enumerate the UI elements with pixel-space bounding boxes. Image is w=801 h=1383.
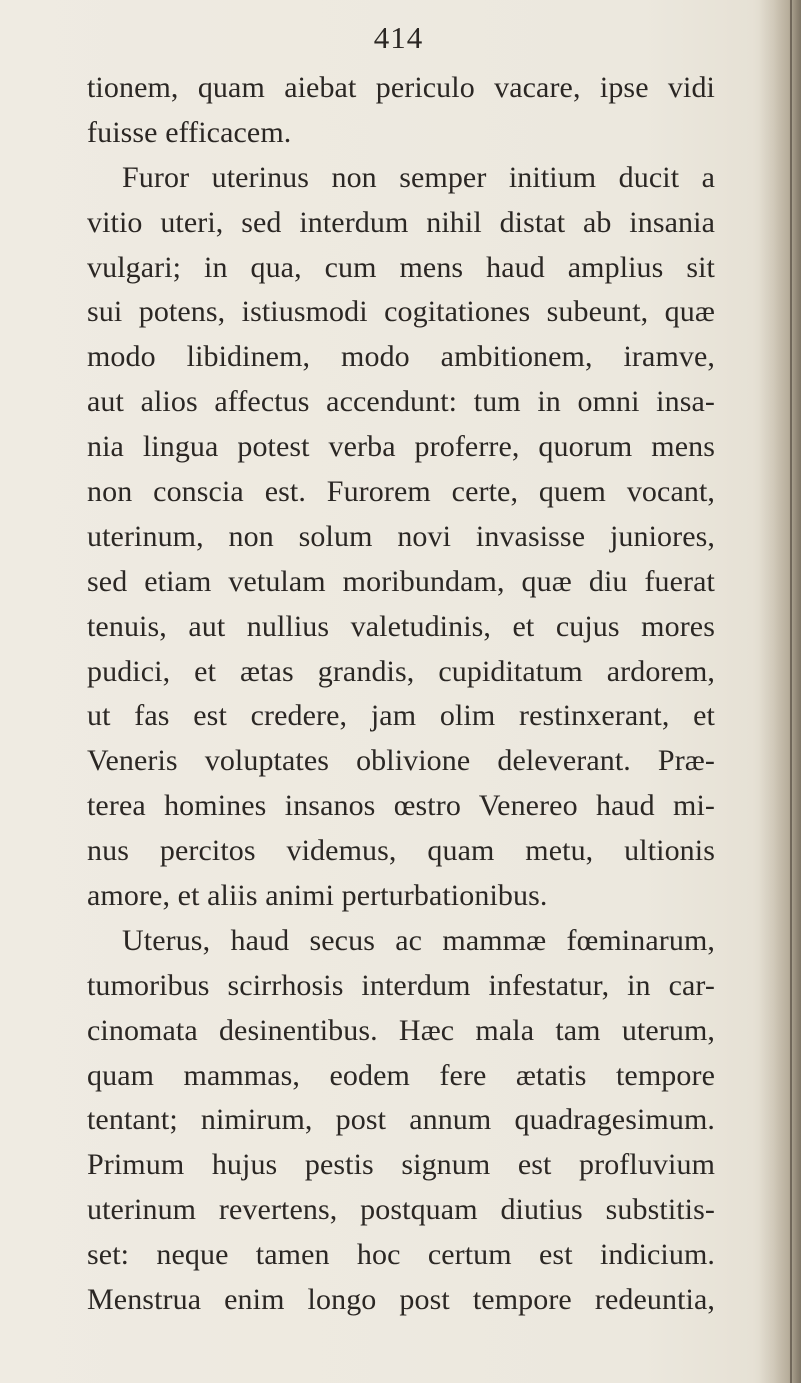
text-line: vulgari; in qua, cum mens haud amplius sit (87, 250, 715, 284)
text-line: sed etiam vetulam moribundam, quæ diu fuerat (87, 564, 715, 598)
text-line: fuisse efficacem. (87, 115, 292, 149)
page-edge-line (790, 0, 792, 1383)
text-line: uterinum revertens, postquam diutius substitis- (87, 1193, 715, 1227)
text-line: Menstrua enim longo post tempore redeuntia, (87, 1283, 715, 1317)
page-number: 414 (373, 20, 424, 55)
text-line: tumoribus scirrhosis interdum infestatur, in car- (87, 968, 715, 1002)
text-line: Veneris voluptates oblivione deleverant. Præ- (87, 744, 715, 778)
text-line: tentant; nimirum, post annum quadragesimum. (87, 1103, 715, 1137)
text-line: aut alios affectus accendunt: tum in omni insa- (87, 385, 715, 419)
text-line: uterinum, non solum novi invasisse juniores, (87, 519, 715, 553)
text-line: Furor uterinus non semper initium ducit a (122, 160, 715, 194)
text-line: cinomata desinentibus. Hæc mala tam uterum, (87, 1013, 715, 1047)
text-line: tenuis, aut nullius valetudinis, et cujus mores (87, 609, 715, 643)
text-line: nia lingua potest verba proferre, quorum mens (87, 430, 715, 464)
text-line: set: neque tamen hoc certum est indicium. (87, 1238, 715, 1272)
text-line: tionem, quam aiebat periculo vacare, ipse vidi (87, 71, 715, 104)
text-line: terea homines insanos œstro Venereo haud mi- (87, 789, 715, 823)
text-line: non conscia est. Furorem certe, quem vocant, (87, 475, 715, 509)
text-line: nus percitos videmus, quam metu, ultionis (87, 834, 715, 868)
text-line: quam mammas, eodem fere ætatis tempore (87, 1058, 715, 1092)
body-text (87, 66, 715, 1323)
page-edge-shadow (759, 0, 801, 1383)
text-line: pudici, et ætas grandis, cupiditatum ardorem, (87, 654, 715, 688)
text-line: vitio uteri, sed interdum nihil distat ab insania (87, 205, 715, 239)
text-line: sui potens, istiusmodi cogitationes subeunt, quæ (87, 295, 715, 329)
text-line: Primum hujus pestis signum est profluvium (87, 1148, 715, 1182)
text-line: amore, et aliis animi perturbationibus. (87, 879, 548, 913)
text-line: ut fas est credere, jam olim restinxerant, et (87, 699, 715, 733)
text-line: modo libidinem, modo ambitionem, iramve, (87, 340, 715, 374)
text-line: Uterus, haud secus ac mammæ fœminarum, (122, 923, 715, 957)
